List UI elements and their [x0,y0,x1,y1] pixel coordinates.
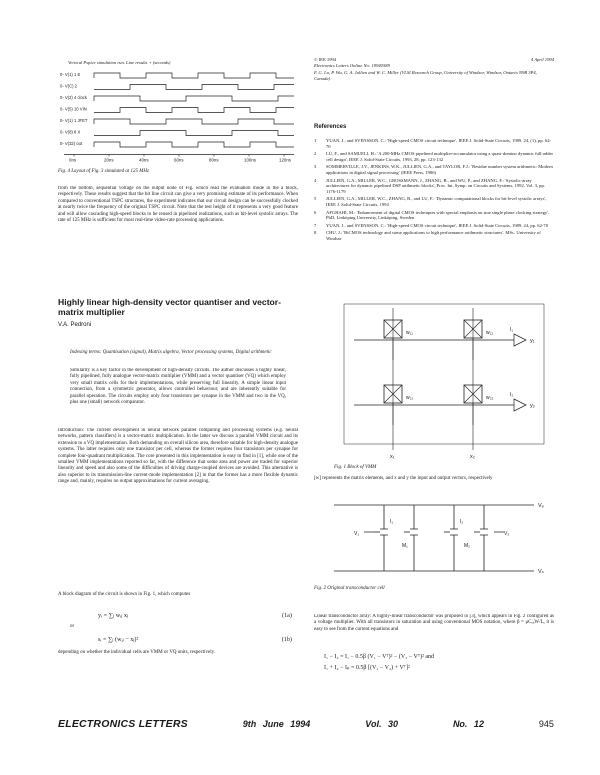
figure-1-caption: Fig. 1 Block of VMM [334,465,377,470]
page-number: 945 [538,719,554,729]
figure-4-title: Vertical Pspice simulation run. Line results + (seconds) [68,60,171,65]
equation-1b-number: (1b) [281,636,292,643]
reference-text: CHU, J.: 'BiCMOS technology and some applications to high performance arithmetic structures'. MSc, University of Windsor [326,230,541,241]
voltage-label: V₁ [354,531,360,537]
signal-label: 0- V(C) 2 [60,83,77,89]
reference-number: 6 [314,209,317,215]
indexing-terms: Indexing terms: Quantisation (signal), Matrix algebra, Vector processing systems, Digital arithmetic [70,350,272,355]
equation-1b [58,636,298,643]
references [314,124,554,244]
output-amplifier [514,399,526,411]
reference-number: 1 [314,138,317,143]
figure-4-caption: Fig. 4 Layout of Fig. 3 simulated at 125 MHz [58,168,149,174]
current-label: I₁ [510,327,514,333]
reference-text: JULLIEN, G.A., MILLER, W.C., ZHANG, B., and LU, F.: 'Dynamic computational blocks for bit-level systolic arrays', IEEE J. Solid-State Circuits, 1994 [326,196,547,207]
equation-1a-number: (1a) [282,612,292,619]
output-amplifier [514,334,526,346]
transistor [410,505,418,571]
transistor-label: M₁ [402,543,408,549]
left-paragraph-1: from the bottom, sequential voltage on the output node of Fig. which read the evaluation mode in the a block, respectively. These results suggest that the bit line circuit can give a very promising estimate of its performance. When compared to conventional TSPC structures, the experiment indicates that our circuit design can be successfully clocked at nearly twice the frequency of the original TSPC circuit. Note that the test height of it represents a very good feature and will allow cascading high-speed blocks to be reused in pipelined realizations, such as bit-level systolic arrays. The rate of 125 MHz is sufficient for most real-time video-rate processing applications. [58,186,298,224]
issue-date: 9th June 1994 [242,719,311,729]
current-label: I₂ [510,392,514,398]
reference-text: SOMMERVILLE, J.V., JENKINS, W.K., JULLIEN, G.A., and TAYLOR, F.J.: 'Residue number system arithmetic: Modern applications in digital signal processing' (IEEE Press, 1986) [326,164,553,175]
received-date: 4 April 1994 [530,57,554,62]
signal-label: 0- V(1) 1 E [60,71,81,77]
article-heading [58,297,298,328]
page-footer [58,718,554,730]
input-label: x₂ [470,454,475,460]
paragraph-2: A block diagram of the circuit is shown in Fig. 1, which computes [58,592,191,597]
copyright: © IEE 1994 [314,57,337,62]
article-author: V.A. Pedroni [58,322,92,328]
transistor-label: M₂ [464,543,471,549]
figure-1-text: [w] represents the matrix elements, and x and y the input and output vectors, respectively [314,476,493,481]
reference-number: 5 [314,196,317,202]
reference-item [314,164,554,175]
signal-label: 0- V(5) 10 VIN [60,106,87,112]
time-tick-label: 100ns [244,157,256,162]
reference-item [314,210,554,221]
reference-text: YUAN, J., and SVENSSON, C.: 'High-speed CMOS circuit technique', IEEE J. Solid-State Circuits, 1989, 24, pp. 62-70 [326,222,549,228]
time-tick-label: 20ns [104,157,114,162]
reference-list [314,138,554,242]
cell-weight-label: w₂₁ [406,395,414,401]
reference-text: LU, F., and SAMUELI, H.: 'A 200-MHz CMOS pipelined multiplier-accumulator using a quasi-domino dynamic full-adder cell design', IEEE J. Solid-State Circuits, 1993, 28, pp. 123-132 [326,151,554,162]
issue-number: No. 12 [452,719,484,729]
signal-trace [94,130,294,135]
transistor [450,505,458,571]
reference-number: 7 [314,222,317,228]
reference-text: AFGHAHI, M.: 'Enhancement of digital CMOS techniques with special emphasis on true single phase clocking strategy'. PhD, Linköping University, Linköping, Sweden [326,209,550,221]
vmm-block-diagram [314,300,554,460]
journal-name: ELECTRONICS LETTERS [58,718,188,730]
transistor [480,505,488,571]
input-label: x₁ [390,454,395,460]
reference-item [314,138,554,149]
transconductor-schematic [314,495,554,581]
supply-label: Vₚ [538,503,545,509]
figure-4-simulation [58,60,298,174]
time-tick-label: 0ns [69,157,77,162]
transistor [380,505,388,571]
introduction: Introduction: The current development in neural network parallel computing and processing systems (e.g. neural networks, pattern classifiers) is a vector-matrix multiplication. In the latter we discuss a parallel VMM circuit and its extension to a VQ implementation. Both demanding on overall silicon area, therefore suitable for high-density analogue systems. The latter requires only one transistor per cell, whereas the former requires four transistors per synapse for complete four-quadrant multiplication. The core presented in this implementation is easy to find in [1], while one of the smallest VMM implementations reported so far, with the difference that some area and power are traded for superior linearity and speed and also some of the difficulties of driving charge-coupled devices are avoided. This alternative is also superior to its transmission-line current-mode implementation [2] in that the former has a more flexible dynamic range and, mainly, requires no output approximations for current averaging. [58,428,298,485]
signal-trace [94,107,294,112]
cell-weight-label: w₂₂ [486,395,494,401]
figure-2 [314,495,554,591]
reference-number: 8 [314,230,317,236]
voltage-label: V₂ [504,531,510,537]
article-title: Highly linear high-density vector quantiser and vector-matrix multiplier [58,297,282,317]
reference-item [314,151,554,162]
ground-label: Vₙ [538,569,544,575]
equations-right [314,654,554,671]
copyright-block [314,57,554,81]
figure-2-caption: Fig. 2 Original transconductor cell [314,586,385,591]
time-tick-label: 40ns [139,157,149,162]
reference-item [314,223,554,229]
paragraph-3: depending on whether the individual cells are VMM or VQ units, respectively. [58,650,216,655]
signal-trace [94,142,294,147]
reference-item [314,178,554,195]
references-heading: References [314,124,347,130]
equation-right-2: I₁ + I₂ − Iₚ = 0.5β [(V₁ − V₂) + Vᵀ]² [324,665,410,671]
equation-or: or [70,624,75,629]
figure-1 [314,300,554,482]
equation-right-1: I₁ − I₂ = I₁ − 0.5β (V₁ − Vᵀ)² − (V₂ − Vᵀ)² [324,654,424,660]
signal-trace [94,96,294,101]
cell-weight-label: w₁₂ [486,330,494,336]
signal-label: 0- V(1) 1 JFET [60,117,88,123]
signal-label: 0- V(32) out [60,140,83,146]
current-label: I₁ [390,519,394,525]
array-boundary [344,304,544,444]
reference-item [314,230,554,241]
affiliation: F. G. Lu, P. Wu, G. A. Jullien and W. C. Miller (VLSI Research Group, University of Windsor, Windsor, Ontario N9B 3P4, Canada) [314,70,537,81]
reference-item [314,196,554,207]
time-tick-label: 120ns [279,157,291,162]
output-label: y₁ [530,338,535,344]
signal-trace [94,119,294,124]
reference-text: JULLIEN, G.A., MILLER, W.C., GROSSMANN, J., ZHANG, B., and WU, P., and ZHANG, F.: 'Systolic-array architectures for dynamic pipelined DSP arithmetic blocks', Proc. Int. Symp. on Circuits and Systems, 1992, Vol. 3, pp. 1176-1179 [326,177,545,194]
reference-number: 4 [314,177,317,183]
cell-weight-label: w₁₁ [406,330,413,336]
signal-trace [94,84,294,89]
online-number: Electronics Letters Online No: 19940589 [314,62,390,68]
reference-text: YUAN, J., and SVENSSON, C.: 'High-speed CMOS circuit technique', IEEE J. Solid-State Circuits, 1989, 24, (1), pp. 62-70 [326,138,552,149]
time-tick-label: 60ns [174,157,184,162]
signal-trace [94,73,294,78]
equation-1b-text: sᵢ = ∑ⱼ (wᵢⱼ − xⱼ)² [98,636,139,643]
equation-1a [58,612,298,619]
time-tick-label: 80ns [209,157,219,162]
volume: Vol. 30 [365,719,398,729]
waveform-plot [58,66,298,162]
equation-right-1-tail: and [425,654,435,660]
linear-transconductor-paragraph: Linear transconductor array: A highly-linear transconductor was proposed in [3], which appears in Fig. 2 configured as a voltage multiplier. With all transistors in saturation and using conventional MOS notation, where β = μCₒₓW/L, it is easy to see from the current equations and [314,614,554,632]
signal-label: 0- V(8) 8 X [60,129,81,135]
equation-1a-text: yᵢ = ∑ⱼ wᵢⱼ xⱼ [98,612,129,619]
reference-number: 2 [314,151,317,157]
output-label: y₂ [530,403,535,409]
signal-label: 0- V(2) 4 clock [60,94,87,100]
current-label: I₂ [460,519,464,525]
reference-number: 3 [314,164,317,170]
abstract: Similarity is a key factor in the development of high-density circuits. The author discusses a highly linear, fully pipelined, fully analogue vector-matrix multiplier (VMM) and a vector quantiser (VQ) which employ very small matrix cells for their implementations, while preserving full linearity. A simple linear input connection, from a symmetric generator, allows controlled behaviour, and are inherently suitable for parallel operation. The circuits employ only four transistors per synapse in the VMM and two in the VQ, plus one (small) network comparator. [70,368,286,406]
